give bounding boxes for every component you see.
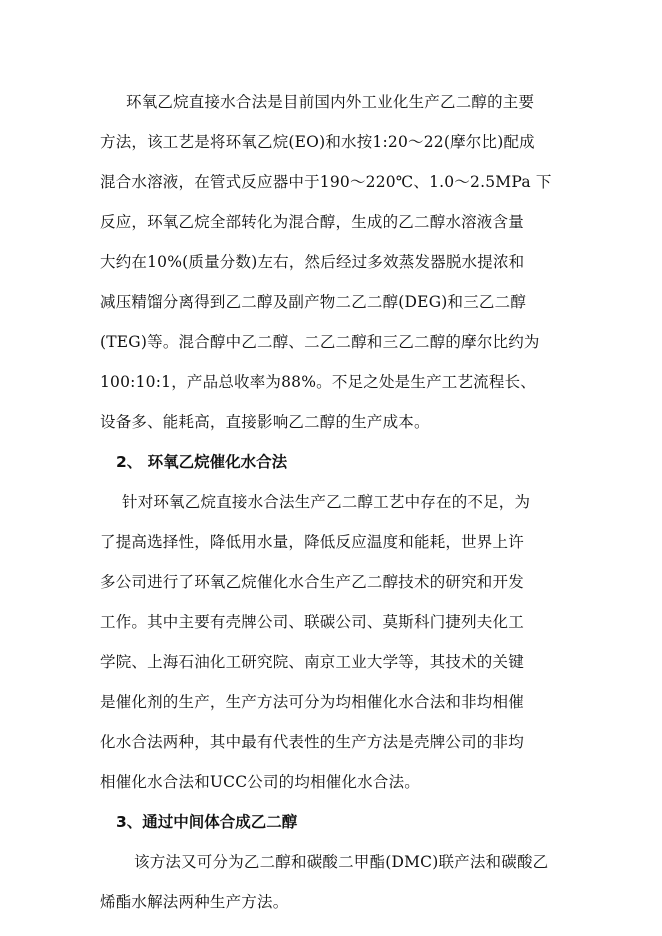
paragraph-2-line-1: 针对环氧乙烷直接水合法生产乙二醇工艺中存在的不足，为 (122, 493, 531, 511)
paragraph-3-line-2: 烯酯水解法两种生产方法。 (100, 893, 289, 911)
paragraph-2-line-8: 相催化水合法和UCC公司的均相催化水合法。 (100, 773, 420, 791)
paragraph-2-line-7: 化水合法两种，其中最有代表性的生产方法是壳牌公司的非均 (100, 733, 524, 751)
section-heading-3: 3、通过中间体合成乙二醇 (116, 813, 298, 831)
paragraph-1-line-8: 100:10:1，产品总收率为88%。不足之处是生产工艺流程长、 (100, 373, 536, 391)
paragraph-1-line-1: 环氧乙烷直接水合法是目前国内外工业化生产乙二醇的主要 (126, 93, 535, 111)
paragraph-1-line-9: 设备多、能耗高，直接影响乙二醇的生产成本。 (100, 413, 430, 431)
paragraph-1-line-5: 大约在10%(质量分数)左右，然后经过多效蒸发器脱水提浓和 (100, 253, 525, 271)
paragraph-2-line-3: 多公司进行了环氧乙烷催化水合生产乙二醇技术的研究和开发 (100, 573, 524, 591)
paragraph-3-line-1: 该方法又可分为乙二醇和碳酸二甲酯(DMC)联产法和碳酸乙 (134, 853, 549, 871)
paragraph-2-line-2: 了提高选择性，降低用水量，降低反应温度和能耗，世界上许 (100, 533, 524, 551)
paragraph-2-line-4: 工作。其中主要有壳牌公司、联碳公司、莫斯科门捷列夫化工 (100, 613, 524, 631)
paragraph-1-line-2: 方法，该工艺是将环氧乙烷(EO)和水按1:20～22(摩尔比)配成 (100, 133, 535, 151)
section-heading-2: 2、 环氧乙烷催化水合法 (116, 453, 288, 471)
paragraph-1-line-3: 混合水溶液，在管式反应器中于190～220℃、1.0～2.5MPa 下 (100, 173, 552, 191)
paragraph-2-line-6: 是催化剂的生产，生产方法可分为均相催化水合法和非均相催 (100, 693, 524, 711)
paragraph-1-line-7: (TEG)等。混合醇中乙二醇、二乙二醇和三乙二醇的摩尔比约为 (100, 333, 540, 351)
paragraph-1-line-4: 反应，环氧乙烷全部转化为混合醇，生成的乙二醇水溶液含量 (100, 213, 524, 231)
paragraph-2-line-5: 学院、上海石油化工研究院、南京工业大学等，其技术的关键 (100, 653, 524, 671)
paragraph-1-line-6: 减压精馏分离得到乙二醇及副产物二乙二醇(DEG)和三乙二醇 (100, 293, 527, 311)
